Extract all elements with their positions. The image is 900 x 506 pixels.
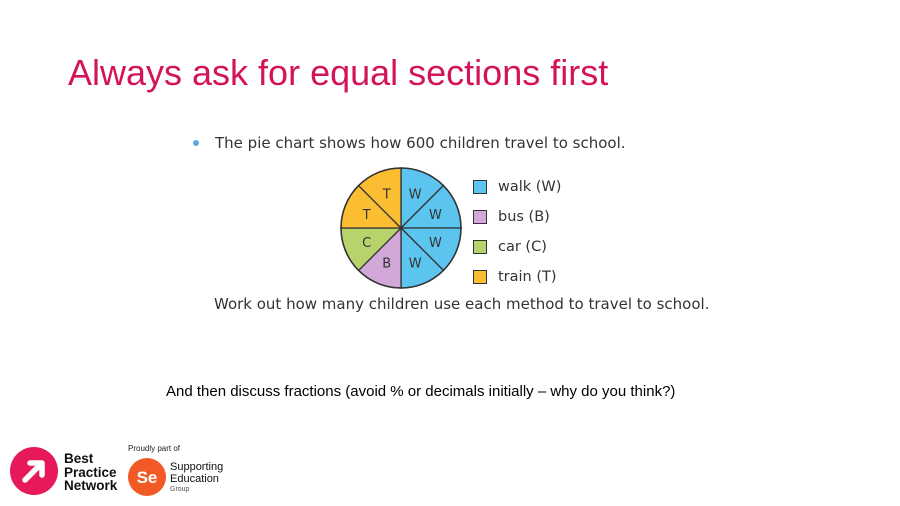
pie-slice-label: T <box>382 187 391 203</box>
legend-label: walk (W) <box>498 179 562 195</box>
supporting-education-logo-icon <box>128 458 166 496</box>
se-line-3: Group <box>170 486 190 493</box>
discussion-text: And then discuss fractions (avoid % or decimals initially – why do you think?) <box>166 383 676 400</box>
chart-legend <box>473 172 561 292</box>
legend-item <box>473 262 561 292</box>
pie-slice-label: T <box>362 207 371 223</box>
legend-swatch <box>473 210 487 224</box>
bullet-text: The pie chart shows how 600 children travel to school. <box>215 134 626 152</box>
legend-swatch <box>473 270 487 284</box>
bullet-point <box>193 134 626 152</box>
pie-slice-label: W <box>408 256 422 272</box>
pie-slice-label: B <box>382 256 392 272</box>
se-line-2: Education <box>170 473 219 485</box>
pie-slice-label: C <box>362 236 372 252</box>
best-practice-network-logo-icon <box>10 447 58 495</box>
legend-label: car (C) <box>498 239 547 255</box>
se-line-1: Supporting <box>170 461 224 473</box>
bullet-dot-icon <box>193 140 199 146</box>
pie-slice-label: W <box>428 207 442 223</box>
pie-slice-label: W <box>428 236 442 252</box>
legend-swatch <box>473 180 487 194</box>
bpn-line-2: Practice <box>64 464 117 480</box>
legend-item <box>473 232 561 262</box>
slide-title: Always ask for equal sections first <box>68 52 609 93</box>
se-logo-text: Se <box>136 468 158 487</box>
pie-slice-label: W <box>408 187 422 203</box>
bpn-line-3: Network <box>64 478 118 493</box>
question-text: Work out how many children use each method to travel to school. <box>214 295 710 313</box>
supporting-education-wordmark <box>170 461 223 494</box>
pie-chart-svg <box>338 165 464 291</box>
legend-item <box>473 202 561 232</box>
bpn-line-1: Best <box>64 451 94 466</box>
legend-label: train (T) <box>498 269 557 285</box>
legend-item <box>473 172 561 202</box>
pie-chart <box>338 165 464 291</box>
best-practice-network-wordmark <box>64 452 117 493</box>
legend-swatch <box>473 240 487 254</box>
legend-label: bus (B) <box>498 209 550 225</box>
proudly-part-of-label: Proudly part of <box>128 444 181 453</box>
